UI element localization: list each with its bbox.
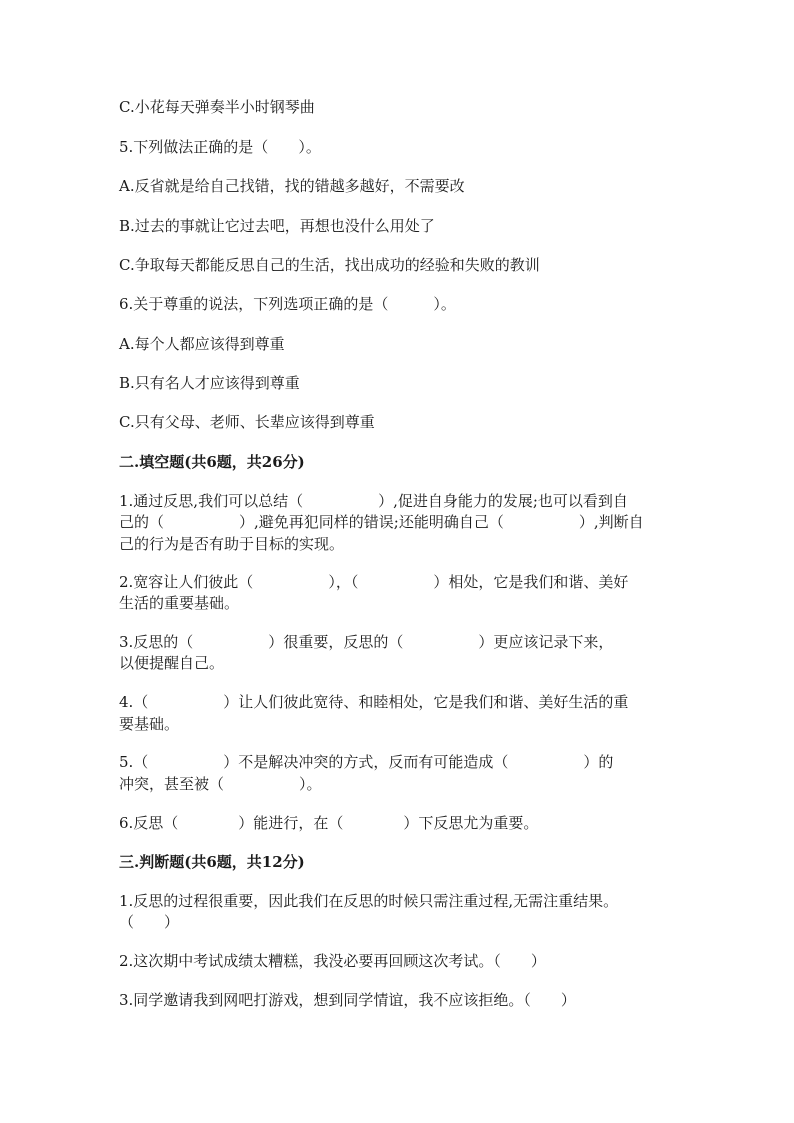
q6-option-b: B.只有名人才应该得到尊重 bbox=[119, 374, 300, 392]
fill-q5-line2: 冲突，甚至被（ ）。 bbox=[119, 775, 322, 793]
fill-q6: 6.反思（ ）能进行，在（ ）下反思尤为重要。 bbox=[119, 814, 539, 832]
section2-heading: 二.填空题(共6题，共26分) bbox=[119, 453, 305, 471]
fill-q2-line1: 2.宽容让人们彼此（ ），（ ）相处，它是我们和谐、美好 bbox=[119, 573, 629, 591]
fill-q5-line1: 5.（ ）不是解决冲突的方式，反而有可能造成（ ）的 bbox=[119, 753, 614, 771]
fill-q1-line1: 1.通过反思,我们可以总结（ ）,促进自身能力的发展;也可以看到自 bbox=[119, 492, 628, 510]
q6-option-a: A.每个人都应该得到尊重 bbox=[119, 335, 285, 353]
q6-stem: 6.关于尊重的说法，下列选项正确的是（ ）。 bbox=[119, 295, 456, 313]
fill-q2-line2: 生活的重要基础。 bbox=[119, 594, 240, 612]
fill-q1-line3: 己的行为是否有助于目标的实现。 bbox=[119, 535, 345, 553]
fill-q3-line2: 以便提醒自己。 bbox=[119, 654, 225, 672]
q4-option-c: C.小花每天弹奏半小时钢琴曲 bbox=[119, 98, 315, 116]
section3-heading: 三.判断题(共6题，共12分) bbox=[119, 853, 305, 871]
judge-q1-line2: （ ） bbox=[119, 913, 180, 931]
judge-q3: 3.同学邀请我到网吧打游戏，想到同学情谊，我不应该拒绝。（ ） bbox=[119, 991, 576, 1009]
judge-q2: 2.这次期中考试成绩太糟糕，我没必要再回顾这次考试。（ ） bbox=[119, 952, 546, 970]
fill-q3-line1: 3.反思的（ ）很重要，反思的（ ）更应该记录下来， bbox=[119, 633, 614, 651]
q5-option-a: A.反省就是给自己找错，找的错越多越好，不需要改 bbox=[119, 177, 465, 195]
judge-q1-line1: 1.反思的过程很重要，因此我们在反思的时候只需注重过程,无需注重结果。 bbox=[119, 892, 619, 910]
fill-q4-line1: 4.（ ）让人们彼此宽待、和睦相处，它是我们和谐、美好生活的重 bbox=[119, 693, 629, 711]
fill-q4-line2: 要基础。 bbox=[119, 715, 180, 733]
q6-option-c: C.只有父母、老师、长辈应该得到尊重 bbox=[119, 413, 375, 431]
q5-stem: 5.下列做法正确的是（ ）。 bbox=[119, 138, 321, 156]
q5-option-b: B.过去的事就让它过去吧，再想也没什么用处了 bbox=[119, 217, 435, 235]
fill-q1-line2: 己的（ ）,避免再犯同样的错误;还能明确自己（ ）,判断自 bbox=[119, 513, 644, 531]
q5-option-c: C.争取每天都能反思自己的生活，找出成功的经验和失败的教训 bbox=[119, 256, 540, 274]
